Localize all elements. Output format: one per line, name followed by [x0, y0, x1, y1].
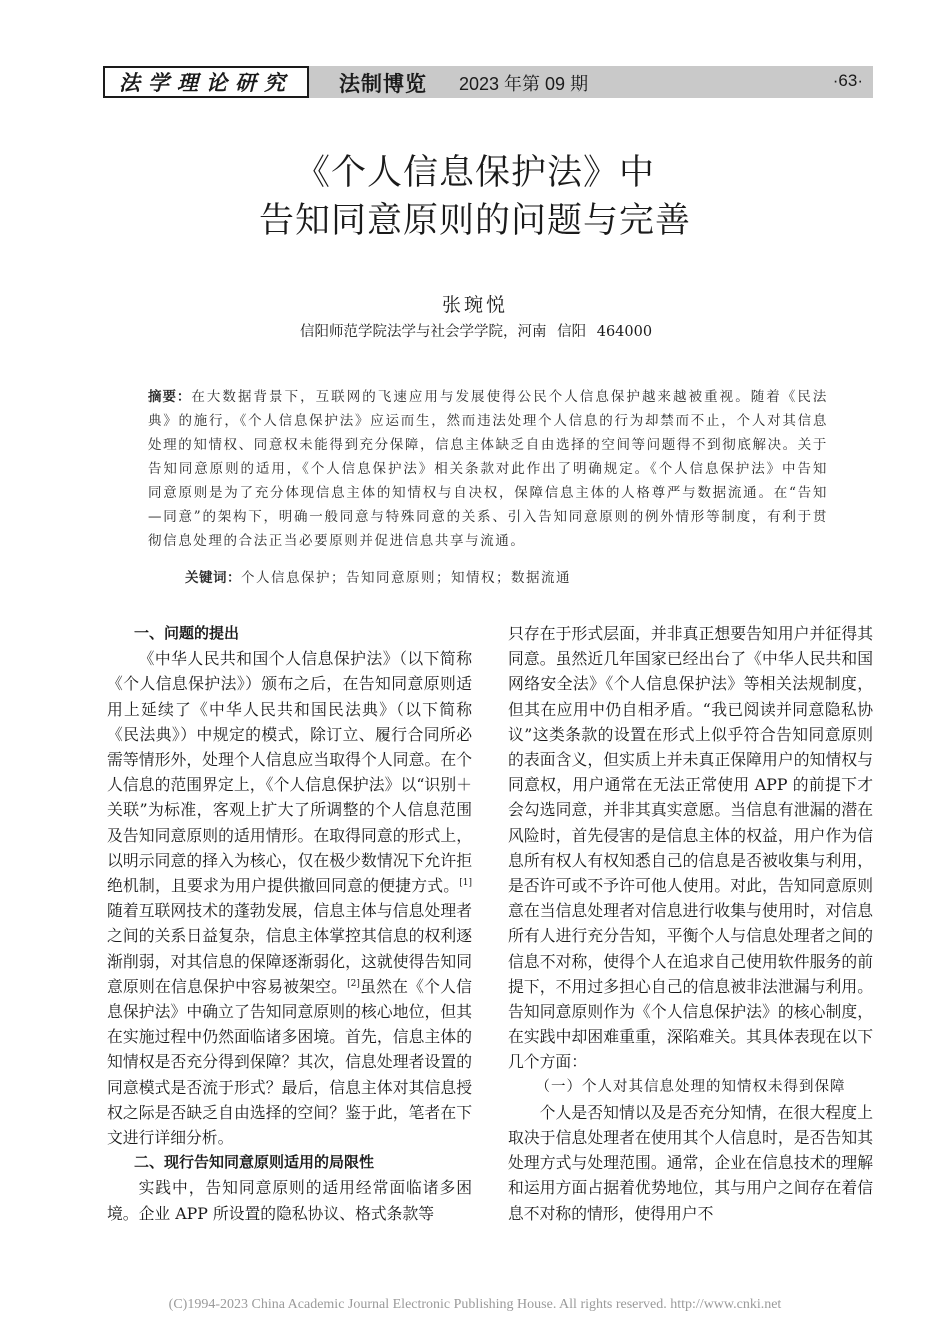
subsection-heading: （一）个人对其信息处理的知情权未得到保障 [535, 1078, 846, 1095]
section-heading: 二、现行告知同意原则适用的局限性 [134, 1153, 375, 1172]
paragraph: 《中华人民共和国个人信息保护法》（以下简称《个人信息保护法》）颁布之后，在告知同意原则适用上延续了《中华人民共和国民法典》（以下简称《民法典》）中规定的模式，除订立、履行合同所必需等情形外，处理个人信息应当取得个人同意。在个人信息的范围界定上，《个人信息保护法》以“识别＋关联”为标准，客观上扩大了所调整的个人信息范围及告知同意原则的适用情形。在取得同意的形式上，以明示同意的择入为核心，仅在极少数情况下允许拒绝机制，且要求为用户提供撤回同意的便捷方式。[1]随着互联网技术的蓬勃发展，信息主体与信息处理者之间的关系日益复杂，信息主体掌控其信息的权利逐渐削弱，对其信息的保障逐渐弱化，这就使得告知同意原则在信息保护中容易被架空。[2]虽然在《个人信息保护法》中确立了告知同意原则的核心地位，但其在实施过程中仍然面临诸多困境。首先，信息主体的知情权是否充分得到保障？其次，信息处理者设置的同意模式是否流于形式？最后，信息主体对其信息授权之际是否缺乏自由选择的空间？鉴于此，笔者在下文进行详细分析。 [107, 649, 472, 1148]
paragraph: 个人是否知情以及是否充分知情，在很大程度上取决于信息处理者在使用其个人信息时，是否告知其处理方式与处理范围。通常，企业在信息技术的理解和运用方面占据着优势地位，其与用户之间存在着信息不对称的情形，使得用户不 [508, 1102, 873, 1223]
magazine-name: 法制博览 [339, 72, 427, 96]
keywords-label: 关键词： [185, 570, 241, 586]
running-header [103, 66, 873, 98]
keywords [185, 567, 835, 589]
section-heading: 一、问题的提出 [134, 624, 240, 642]
author-name: 张琬悦 [441, 294, 508, 316]
paragraph: 只存在于形式层面，并非真正想要告知用户并征得其同意。虽然近几年国家已经出台了《中华人民共和国网络安全法》《个人信息保护法》等相关法规制度，但其在应用中仍自相矛盾。“我已阅读并同意隐私协议”这类条款的设置在形式上似乎符合告知同意原则的表面含义，但实质上并未真正保障用户的知情权与同意权，用户通常在无法正常使用 APP 的前提下才会勾选同意，并非其真实意愿。当信息有泄漏的潜在风险时，首先侵害的是信息主体的权益，用户作为信息所有权人有权知悉自己的信息是否被收集与利用，是否许可或不予许可他人使用。对此，告知同意原则意在当信息处理者对信息进行收集与使用时，对信息所有人进行充分告知，平衡个人与信息处理者之间的信息不对称，使得个人在追求自己使用软件服务的前提下，不用过多担心自己的信息被非法泄漏与利用。告知同意原则作为《个人信息保护法》的核心制度，在实践中却困难重重，深陷难关。其具体表现在以下几个方面： [508, 624, 873, 1072]
abstract [148, 385, 828, 553]
abstract-label: 摘要： [148, 389, 192, 405]
copyright-footer: (C)1994-2023 China Academic Journal Electronic Publishing House. All rights reserved. http://www.cnki.net [168, 1297, 782, 1312]
body-column-left [107, 621, 472, 1226]
article-title-line2: 告知同意原则的问题与完善 [258, 201, 691, 241]
abstract-text: 在大数据背景下，互联网的飞速应用与发展使得公民个人信息保护越来越被重视。随着《民法典》的施行，《个人信息保护法》应运而生，然而违法处理个人信息的行为却禁而不止，个人对其信息处理的知情权、同意权未能得到充分保障，信息主体缺乏自由选择的空间等问题得不到彻底解决。关于告知同意原则的适用，《个人信息保护法》相关条款对此作出了明确规定。《个人信息保护法》中告知同意原则是为了充分体现信息主体的知情权与自决权，保障信息主体的人格尊严与数据流通。在“告知—同意”的架构下，明确一般同意与特殊同意的关系、引入告知同意原则的例外情形等制度，有利于贯彻信息处理的合法正当必要原则并促进信息共享与流通。 [148, 389, 828, 549]
article-title-line1: 《个人信息保护法》中 [294, 153, 655, 193]
keywords-text: 个人信息保护；告知同意原则；知情权；数据流通 [241, 570, 571, 586]
column-name: 法学理论研究 [103, 66, 309, 98]
issue-label: 2023 年第 09 期 [459, 74, 589, 94]
author-affiliation: 信阳师范学院法学与社会学学院，河南 信阳 464000 [300, 324, 653, 340]
citation-ref[interactable]: [2] [347, 978, 360, 989]
paragraph: 实践中，告知同意原则的适用经常面临诸多困境。企业 APP 所设置的隐私协议、格式条款等 [107, 1178, 472, 1223]
body-column-right [508, 621, 873, 1226]
citation-ref[interactable]: [1] [459, 878, 472, 889]
page-number: ·63· [832, 71, 863, 90]
